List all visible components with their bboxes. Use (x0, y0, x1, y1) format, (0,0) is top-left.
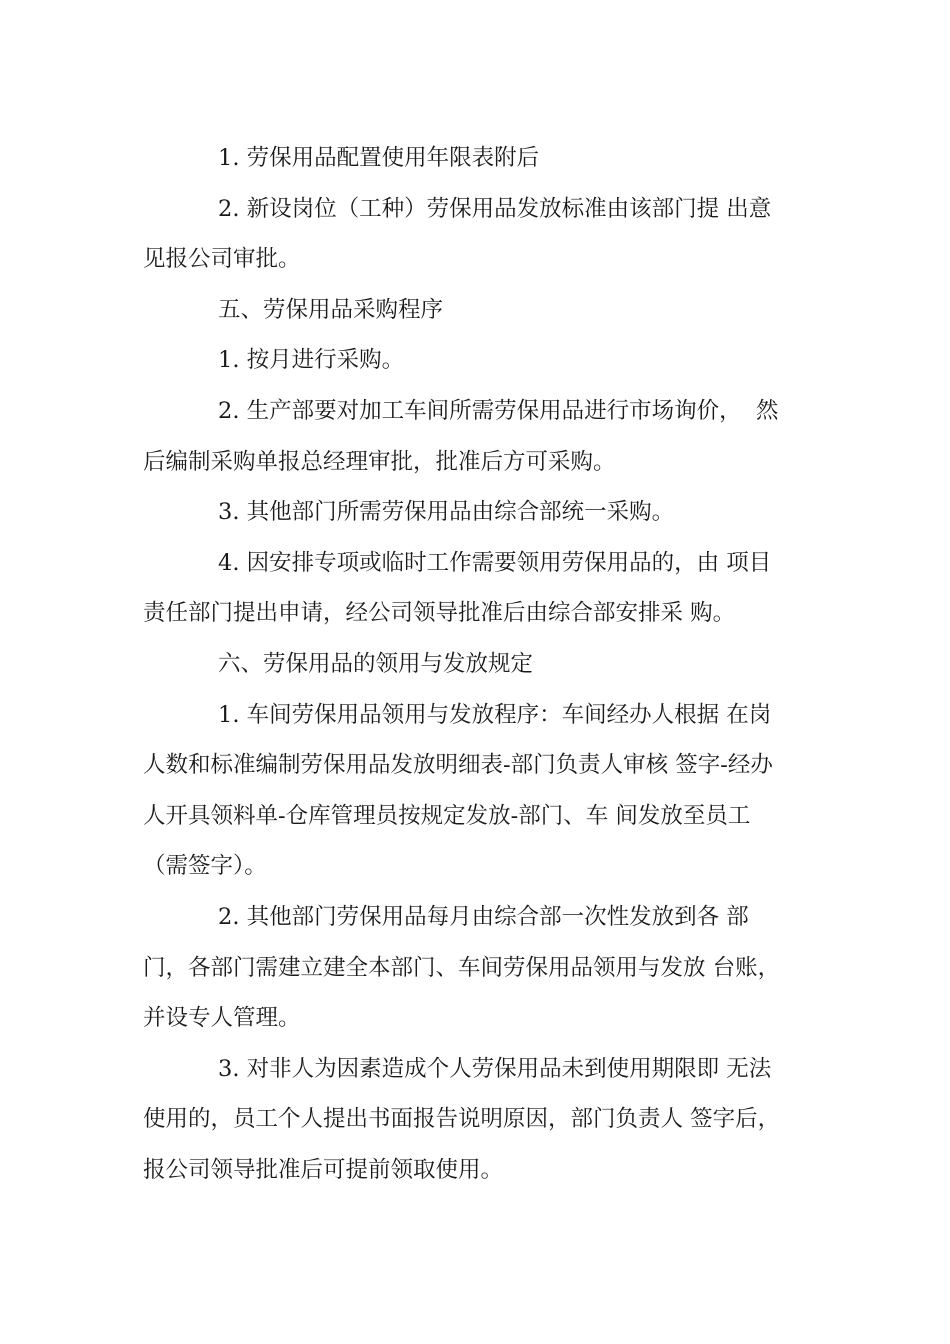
paragraph-line: 3. 对非人为因素造成个人劳保用品未到使用期限即 无法 (218, 1055, 772, 1082)
paragraph-line: 人数和标准编制劳保用品发放明细表-部门负责人审核 签字-经办 (143, 752, 773, 779)
paragraph-line: 1. 劳保用品配置使用年限表附后 (218, 145, 540, 171)
paragraph-line: 1. 车间劳保用品领用与发放程序：车间经办人根据 在岗 (218, 701, 772, 728)
paragraph-line: 报公司领导批准后可提前领取使用。 (143, 1156, 504, 1183)
paragraph-line: 责任部门提出申请，经公司领导批准后由综合部安排采 购。 (143, 600, 736, 627)
paragraph-line: 2. 新设岗位（工种）劳保用品发放标准由该部门提 出意 (218, 195, 772, 222)
paragraph-line: 3. 其他部门所需劳保用品由综合部统一采购。 (218, 499, 675, 526)
paragraph-line: 人开具领料单-仓库管理员按规定发放-部门、车 间发放至员工 (143, 802, 751, 829)
paragraph-line: 使用的，员工个人提出书面报告说明原因，部门负责人 签字后， (143, 1106, 781, 1133)
paragraph-line: 2. 其他部门劳保用品每月由综合部一次性发放到各 部 (218, 903, 749, 930)
section-heading: 五、劳保用品采购程序 (218, 296, 444, 323)
paragraph-line: 4. 因安排专项或临时工作需要领用劳保用品的，由 项目 (218, 549, 772, 576)
document-body (143, 133, 823, 1195)
paragraph-line: 1. 按月进行采购。 (218, 347, 405, 374)
section-heading: 六、劳保用品的领用与发放规定 (218, 650, 534, 677)
paragraph-line: 2. 生产部要对加工车间所需劳保用品进行市场询价， 然 (218, 397, 779, 424)
paragraph-line: 并设专人管理。 (143, 1005, 301, 1032)
paragraph-line: 门，各部门需建立建全本部门、车间劳保用品领用与发放 台账， (143, 954, 781, 981)
paragraph-line: 后编制采购单报总经理审批，批准后方可采购。 (143, 448, 616, 475)
paragraph-line: （需签字）。 (143, 853, 267, 880)
paragraph-line: 见报公司审批。 (143, 246, 301, 273)
